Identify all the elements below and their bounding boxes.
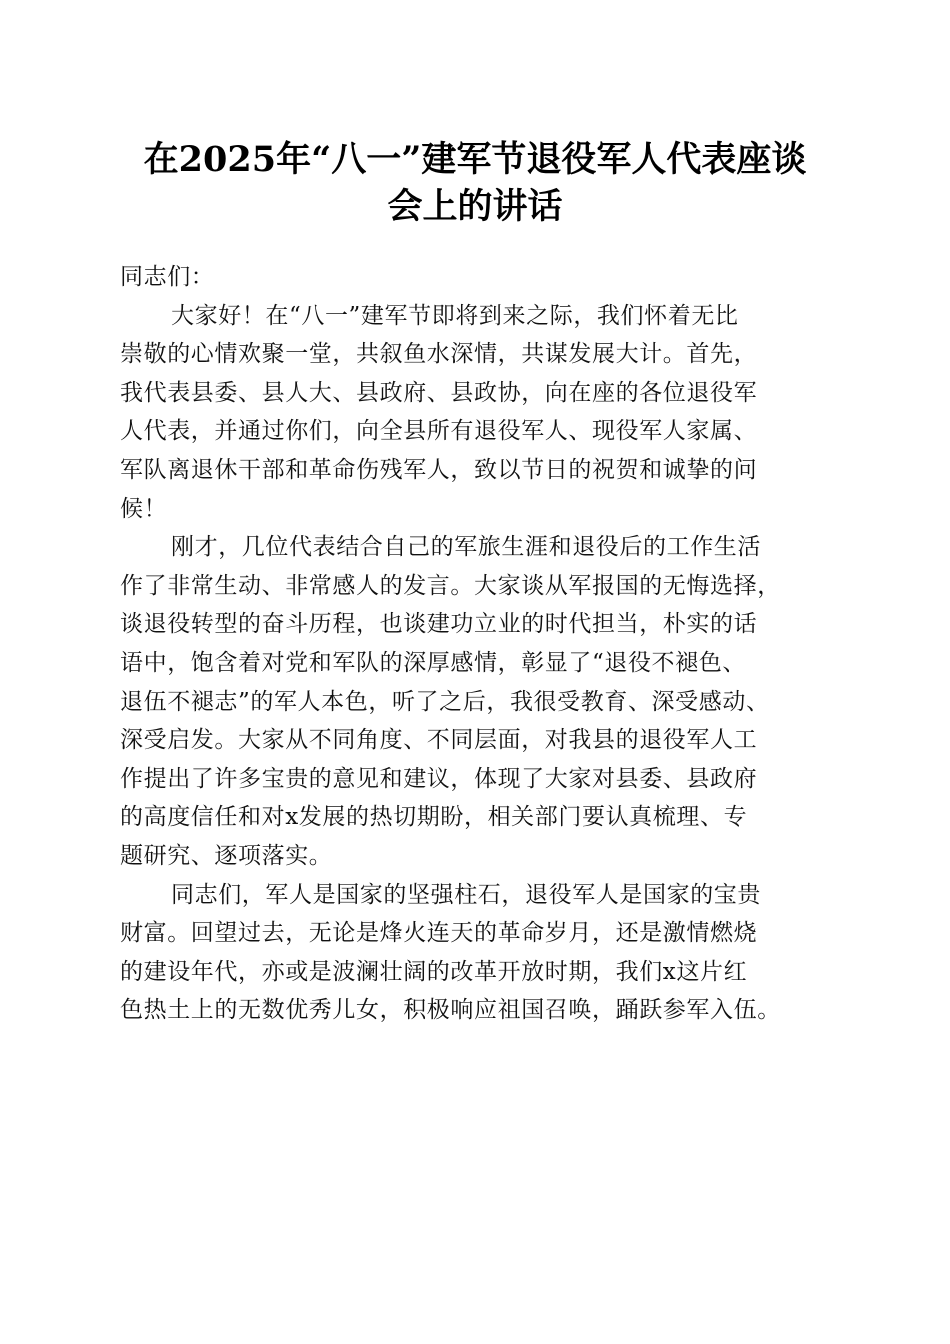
paragraph-line: 深受启发。大家从不同角度、不同层面，对我县的退役军人工 <box>120 727 758 754</box>
paragraph-line: 语中，饱含着对党和军队的深厚感情，彰显了“退役不褪色、 <box>120 649 746 676</box>
paragraph-line: 退伍不褪志”的军人本色，听了之后，我很受教育、深受感动、 <box>120 688 770 715</box>
paragraph-line: 的高度信任和对x发展的热切期盼，相关部门要认真梳理、专 <box>120 804 748 831</box>
paragraph-line: 的建设年代，亦或是波澜壮阔的改革开放时期，我们x这片红 <box>120 958 748 985</box>
paragraph-line: 人代表，并通过你们，向全县所有退役军人、现役军人家属、 <box>120 418 758 445</box>
salutation: 同志们： <box>120 264 215 290</box>
title-line: 在2025年“八一”建军节退役军人代表座谈 <box>143 139 807 180</box>
paragraph-line: 作提出了许多宝贵的意见和建议，体现了大家对县委、县政府 <box>120 765 758 792</box>
paragraph-line: 刚才，几位代表结合自己的军旅生涯和退役后的工作生活 <box>171 534 761 561</box>
paragraph-line: 作了非常生动、非常感人的发言。大家谈从军报国的无悔选择， <box>120 572 781 599</box>
paragraph-line: 同志们，军人是国家的坚强柱石，退役军人是国家的宝贵 <box>171 881 761 908</box>
paragraph-line: 我代表县委、县人大、县政府、县政协，向在座的各位退役军 <box>120 379 758 406</box>
paragraph-line: 谈退役转型的奋斗历程，也谈建功立业的时代担当，朴实的话 <box>120 611 758 638</box>
paragraph-line: 崇敬的心情欢聚一堂，共叙鱼水深情，共谋发展大计。首先， <box>120 341 758 368</box>
paragraph-line: 色热土上的无数优秀儿女，积极响应祖国召唤，踊跃参军入伍。 <box>120 997 781 1024</box>
paragraph-line: 财富。回望过去，无论是烽火连天的革命岁月，还是激情燃烧 <box>120 920 758 947</box>
title-line: 会上的讲话 <box>387 186 563 227</box>
paragraph-line: 军队离退休干部和革命伤残军人，致以节日的祝贺和诚挚的问 <box>120 456 758 483</box>
paragraph-line: 题研究、逐项落实。 <box>120 842 333 869</box>
document-title <box>100 136 850 230</box>
paragraph-line: 候！ <box>120 495 168 522</box>
document-body <box>120 258 850 1030</box>
paragraph-line: 大家好！在“八一”建军节即将到来之际，我们怀着无比 <box>171 302 739 329</box>
